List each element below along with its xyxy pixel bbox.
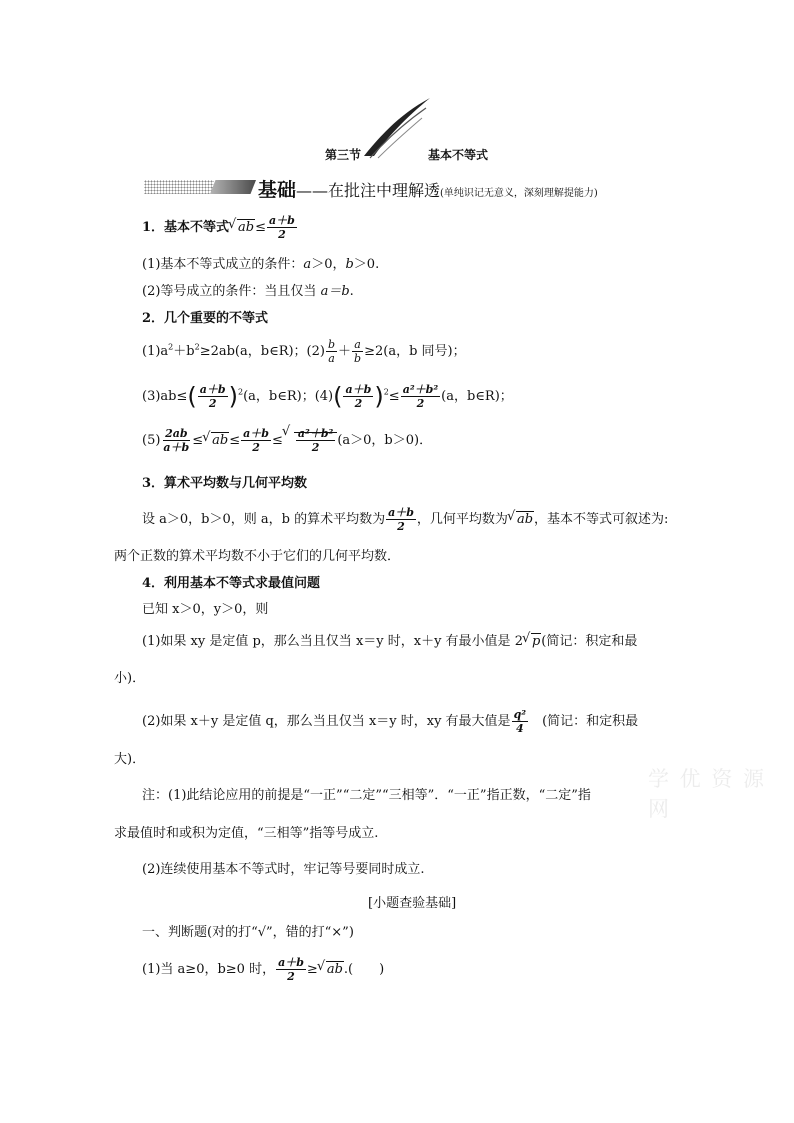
fraction: $\frac{a+b}{2}$ — [388, 506, 414, 533]
s1-heading: 1．基本不等式 — [142, 220, 230, 235]
text: b — [345, 257, 354, 272]
text: (1)a — [142, 344, 169, 359]
fraction: $\frac{\text{a²＋b²}}{2}$ — [402, 383, 439, 410]
sqrt-ab: √ ab — [508, 512, 534, 527]
text: ，基本不等式可叙述为: — [534, 512, 669, 527]
s3-para-1 — [142, 506, 668, 533]
text: (1)基本不等式成立的条件： — [142, 257, 304, 272]
banner-dots-decoration — [144, 180, 214, 194]
text: (1)如果 xy 是定值 p，那么当且仅当 x＝y 时，x＋y 有最小值是 2 — [142, 634, 523, 649]
text: ≤ — [192, 433, 204, 448]
s1-heading-line: 1．基本不等式√ ab≤ $\frac{a+b}{2}$ — [142, 214, 298, 241]
text: ≥2(a，b 同号)； — [364, 344, 466, 359]
s3-para-2: 两个正数的算术平均数不小于它们的几何平均数． — [114, 549, 401, 564]
text: ≥2ab(a，b∈R)；(2) — [199, 344, 325, 359]
s4-heading: 4．利用基本不等式求最值问题 — [142, 576, 321, 591]
text: ＋b — [173, 344, 195, 359]
banner-subtitle: 在批注中理解透 — [328, 181, 441, 200]
text: (a＞0，b＞0)． — [337, 433, 433, 448]
fraction: $\frac{a+b}{2}$ — [345, 383, 372, 410]
banner-bar-decoration — [210, 180, 256, 194]
fraction: $\frac{2ab}{a+b}$ — [163, 427, 190, 454]
fraction: $\frac{a+b}{2}$ — [243, 427, 269, 454]
s1-condition-2 — [142, 280, 354, 299]
sqrt-p: √ p — [523, 634, 541, 649]
sqrt-ab: √ ab — [203, 433, 229, 448]
text: (5) — [142, 433, 161, 448]
quiz-title: [小题查验基础] — [368, 896, 457, 911]
sqrt-ab: √ ab — [229, 220, 255, 235]
text: (3)ab≤ — [142, 389, 188, 404]
banner-note: (单纯识记无意义，深刻理解提能力) — [440, 188, 598, 199]
fraction: $\frac{b}{a}$ — [327, 338, 336, 365]
text: . — [349, 284, 354, 299]
fraction: $\frac{a}{b}$ — [354, 338, 362, 365]
banner-dash: —— — [296, 181, 329, 200]
fraction: $\frac{a+b}{2}$ — [199, 383, 226, 410]
fraction: $\frac{a+b}{2}$ — [269, 214, 295, 241]
text: ≤ — [229, 433, 241, 448]
s4-given: 已知 x＞0，y＞0，则 — [142, 602, 269, 617]
note-line-2: 求最值时和或积为定值，“三相等”指等号成立. — [114, 826, 379, 841]
fraction: $\frac{\text{q²}}{4}$ — [513, 708, 527, 735]
text: (2)如果 x＋y 是定值 q，那么当且仅当 x＝y 时，xy 有最大值是 — [142, 714, 511, 729]
section-label: 第三节 — [325, 148, 362, 162]
quiz-part-heading: 一、判断题(对的打“√”，错的打“×”) — [142, 925, 354, 940]
swoosh-decoration-icon — [360, 96, 432, 160]
s2-line-5 — [142, 427, 432, 454]
text: (a，b∈R)； — [441, 389, 513, 404]
sqrt-ab: √ ab — [318, 962, 344, 977]
s4-item-2-cont: 大)． — [114, 752, 146, 767]
text: ＞0. — [353, 257, 380, 272]
note-line-3: (2)连续使用基本不等式时，牢记等号要同时成立. — [142, 862, 425, 877]
text: (a，b∈R)；(4) — [243, 389, 334, 404]
section-title: 基本不等式 — [428, 148, 489, 162]
text: 设 a＞0，b＞0，则 a，b 的算术平均数为 — [142, 512, 386, 527]
text: .( ) — [343, 962, 385, 977]
s2-line-3: (3)ab≤( $\frac{a+b}{2}$ )$^2$(a，b∈R)；(4)( $\frac{a+b}{2}$ )$^2$≤ $\frac{\text{a²＋b²}}{2}$ (a，b∈R)； — [142, 382, 513, 411]
text: ＋ — [338, 344, 352, 359]
text: (简记：和定积最 — [542, 714, 639, 729]
text: ＞0， — [311, 257, 346, 272]
s3-heading: 3．算术平均数与几何平均数 — [142, 476, 308, 491]
s4-item-1 — [142, 630, 637, 649]
s2-line-1: $(1)a^2+b^2\ge 2ab(a$，b∈R)；(2) $\frac{b}{a}$ ＋ $\frac{a}{b}$ ≥2(a，b 同号)； — [142, 338, 466, 365]
sqrt-mean-square: √ $\frac{\text{a²＋b²}}{2}$ — [283, 427, 337, 454]
text: ≥ — [306, 962, 318, 977]
fraction: $\frac{a+b}{2}$ — [278, 956, 304, 983]
s1-condition-1 — [142, 253, 379, 272]
text: ≤ — [271, 433, 283, 448]
banner-heading: 基础 — [258, 179, 297, 201]
text: (2)等号成立的条件：当且仅当 — [142, 284, 321, 299]
text: a＝b — [320, 284, 350, 299]
text: ，几何平均数为 — [416, 512, 508, 527]
text: (简记：积定和最 — [541, 634, 638, 649]
s2-heading: 2．几个重要的不等式 — [142, 311, 269, 326]
quiz-question-1 — [142, 956, 384, 983]
s4-item-2 — [142, 708, 638, 735]
text: (1)当 a≥0，b≥0 时， — [142, 962, 276, 977]
note-line-1: 注：(1)此结论应用的前提是“一正”“二定”“三相等”．“一正”指正数，“二定”指 — [142, 788, 591, 803]
banner — [258, 175, 598, 202]
text: ≤ — [388, 389, 400, 404]
text: a — [303, 257, 312, 272]
watermark: 学 优 资 源 网 — [648, 767, 767, 821]
s4-item-1-cont: 小)． — [114, 671, 146, 686]
